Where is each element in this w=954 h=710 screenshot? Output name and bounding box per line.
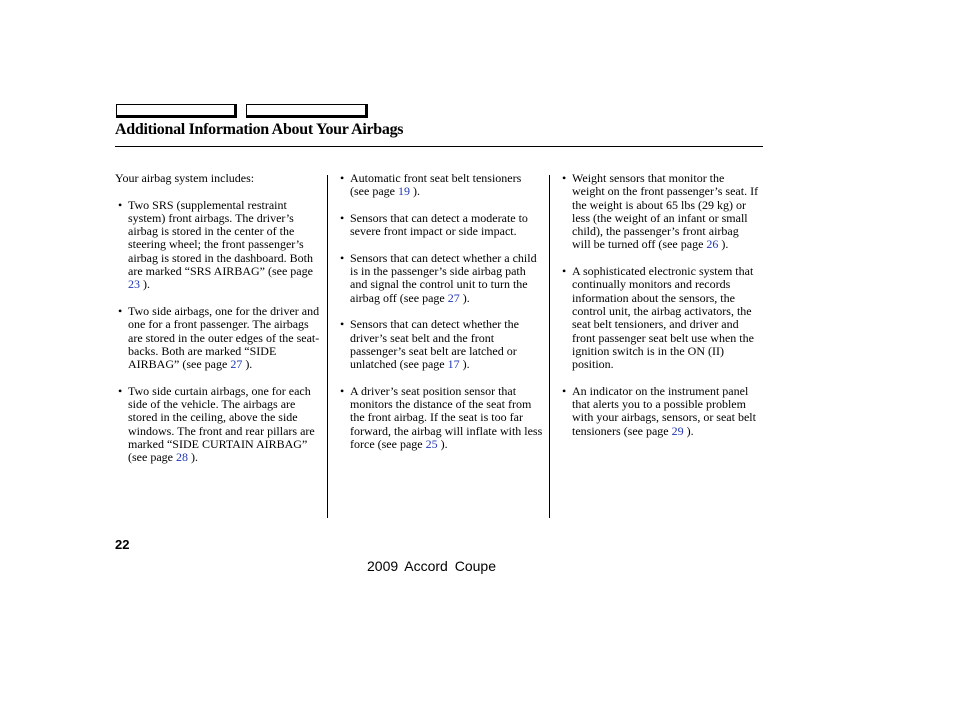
item-end: ).: [686, 423, 694, 438]
page-link[interactable]: 17: [447, 357, 460, 372]
page-link[interactable]: 23: [128, 277, 140, 292]
item-text: Two side curtain airbags, one for each side of the vehicle. The airbags are stored in the ceiling, above the side windows. The front and rear pillars are marked “SIDE CURTAIN AIRBAG” (see page: [128, 383, 315, 465]
bullet-icon: •: [562, 264, 567, 279]
item-text: Automatic front seat belt tensioners (see page: [350, 171, 522, 199]
item-text: An indicator on the instrument panel that alerts you to a possible problem with your airbags, sensors, or seat belt tensioners (see page: [572, 383, 756, 438]
intro-text: Your airbag system includes:: [115, 171, 255, 185]
bullet-icon: •: [340, 171, 345, 185]
page-title: Additional Information About Your Airbags: [115, 121, 404, 138]
list-item: [337, 252, 543, 305]
column-2: [337, 172, 543, 465]
bullet-icon: •: [340, 250, 345, 265]
header-tab-2: [246, 104, 368, 118]
bullet-icon: •: [340, 210, 345, 225]
item-text: Two side airbags, one for the driver and one for a front passenger. The airbags are stored in the outer edges of the seat-backs. Both are marked “SIDE AIRBAG” (see page: [128, 303, 320, 372]
item-text: A driver’s seat position sensor that monitors the distance of the seat from the front airbag. If the seat is too far forward, the airbag will inflate with less force (see page: [350, 383, 543, 451]
bullet-icon: •: [118, 383, 123, 398]
item-text: Sensors that can detect a moderate to severe front impact or side impact.: [350, 210, 528, 239]
item-end: ).: [412, 184, 420, 199]
header-tab-1: [116, 104, 237, 118]
item-text: Sensors that can detect whether the driver’s seat belt and the front passenger’s seat belt are latched or unlatched (see page: [350, 317, 519, 372]
list-item: [337, 212, 543, 239]
footer-model: 2009 Accord Coupe: [367, 558, 496, 574]
list-item: [337, 318, 543, 371]
column-divider-1: [327, 175, 328, 518]
item-end: ).: [462, 290, 470, 305]
item-text: Sensors that can detect whether a child is in the passenger’s side airbag path and signal the control unit to turn the airbag off (see page: [350, 250, 537, 305]
bullet-icon: •: [562, 171, 567, 185]
page-number: 22: [115, 537, 130, 552]
list-item: [337, 385, 543, 451]
item-end: ).: [143, 277, 150, 292]
list-item: [115, 305, 321, 371]
list-item: [559, 385, 759, 438]
page-link[interactable]: 25: [425, 436, 438, 451]
page-link[interactable]: 28: [175, 450, 188, 465]
column-1: [115, 172, 321, 478]
item-end: ).: [462, 357, 470, 372]
column-3: [559, 172, 759, 451]
item-text: Two SRS (supplemental restraint system) front airbags. The driver’s airbag is stored in the center of the steering wheel; the front passenger’s airbag is stored in the dashboard. Both are marked “SRS AIRBAG” (see page: [128, 197, 313, 279]
list-item: [559, 172, 759, 252]
page-link[interactable]: 27: [230, 357, 243, 372]
list-item: [559, 265, 759, 371]
item-end: ).: [245, 357, 253, 372]
bullet-icon: •: [562, 383, 567, 398]
page-link[interactable]: 29: [671, 423, 684, 438]
item-end: ).: [190, 450, 198, 465]
bullet-icon: •: [340, 383, 345, 398]
list-item: [115, 385, 321, 465]
page-link[interactable]: 19: [397, 184, 410, 199]
bullet-icon: •: [118, 197, 123, 212]
title-rule: [115, 146, 763, 147]
bullet-icon: •: [340, 317, 345, 332]
list-item: [337, 172, 543, 199]
page-link[interactable]: 27: [447, 290, 460, 305]
column-divider-2: [549, 175, 550, 518]
list-item: [115, 199, 321, 292]
item-text: A sophisticated electronic system that continually monitors and records information about the sensors, the control unit, the airbag activators, the seat belt tensioners, and driver and front passenger seat belt use when the ignition switch is in the ON (II) position.: [572, 264, 754, 372]
item-end: ).: [721, 237, 729, 252]
item-text: Weight sensors that monitor the weight on the front passenger’s seat. If the weight is about 65 lbs (29 kg) or less (the weight of an infant or small child), the passenger’s front airbag will be turned off (see page: [572, 171, 759, 252]
bullet-icon: •: [118, 303, 123, 318]
item-end: ).: [440, 436, 448, 451]
page-link[interactable]: 26: [706, 237, 719, 252]
